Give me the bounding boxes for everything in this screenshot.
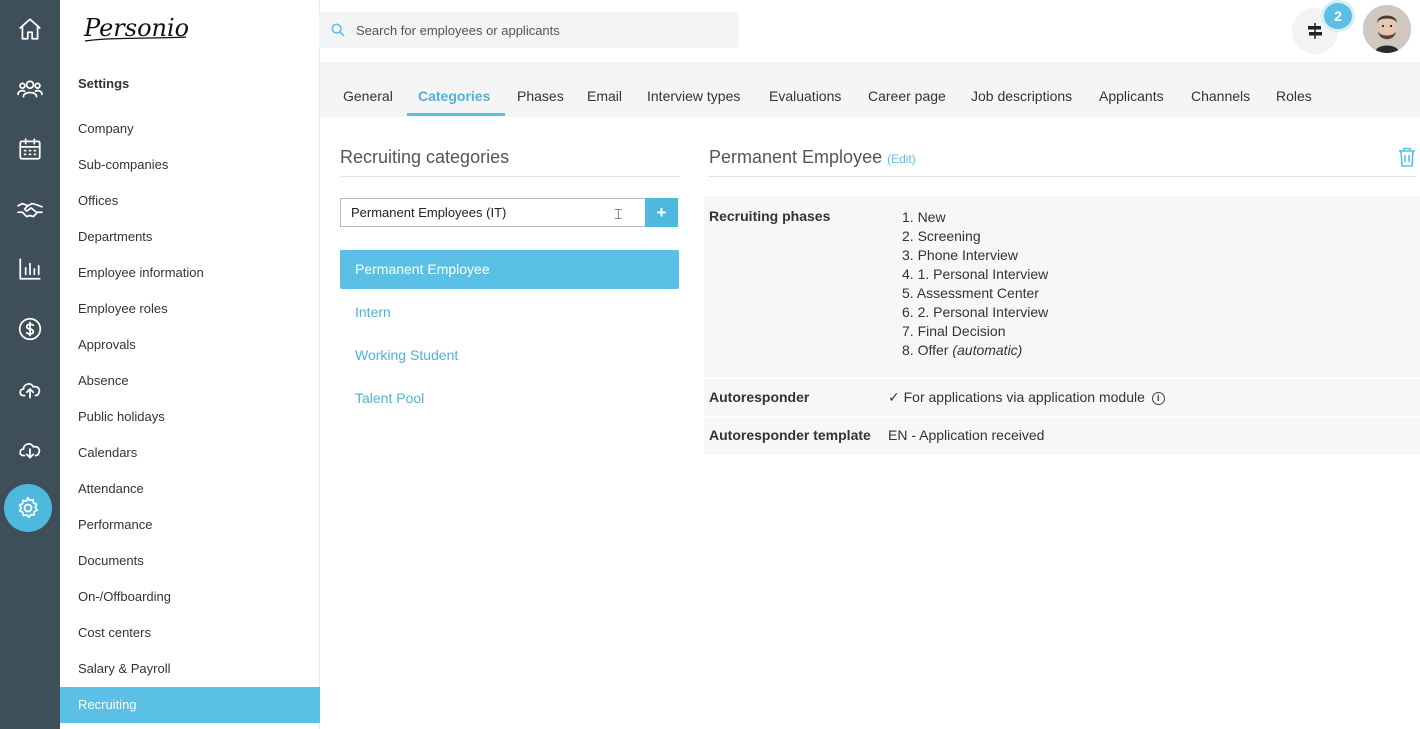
settings-nav [60, 111, 320, 723]
phase-item: 3. Phone Interview [902, 247, 1018, 263]
phase-offer-note: (automatic) [952, 342, 1023, 358]
avatar[interactable] [1363, 5, 1411, 53]
tab-email[interactable]: Email [587, 88, 623, 104]
sidebar-item-performance[interactable]: Performance [78, 517, 153, 532]
search-icon [331, 23, 345, 37]
autoresponder-template-row [704, 418, 1420, 455]
sidebar-item-cost-centers[interactable]: Cost centers [78, 625, 151, 640]
tab-phases[interactable]: Phases [517, 88, 564, 104]
sidebar-item-employee-roles[interactable]: Employee roles [78, 301, 168, 316]
detail-title-text: Permanent Employee [709, 147, 883, 167]
recruiting-phases-row [704, 196, 1420, 377]
trash-icon [1398, 147, 1416, 167]
tab-roles[interactable]: Roles [1276, 88, 1312, 104]
checkmark-icon: ✓ [888, 389, 900, 405]
tab-applicants[interactable]: Applicants [1099, 88, 1164, 104]
add-category-button[interactable]: + [645, 198, 678, 227]
sidebar-item-offices[interactable]: Offices [78, 193, 119, 208]
sidebar-item-approvals[interactable]: Approvals [78, 337, 136, 352]
phase-item: 1. New [902, 209, 946, 225]
recruiting-phases-label: Recruiting phases [709, 208, 831, 224]
delete-button[interactable] [1398, 147, 1416, 167]
divider [709, 176, 1416, 177]
icon-rail [0, 0, 60, 729]
phase-item-offer [902, 341, 1420, 360]
people-icon[interactable] [4, 63, 56, 115]
sidebar-item-departments[interactable]: Departments [78, 229, 153, 244]
settings-tabs [320, 62, 1420, 117]
home-icon[interactable] [4, 3, 56, 55]
phase-item: 2. Screening [902, 228, 981, 244]
sidebar-item-company[interactable]: Company [78, 121, 134, 136]
category-list [340, 250, 679, 422]
sidebar-item-onboarding[interactable]: On-/Offboarding [78, 589, 171, 604]
category-details [704, 196, 1420, 457]
svg-text:Personio: Personio [84, 14, 190, 42]
autoresponder-template-value: EN - Application received [888, 427, 1045, 443]
global-search[interactable] [319, 12, 739, 48]
phase-item: 5. Assessment Center [902, 285, 1039, 301]
tab-evaluations[interactable]: Evaluations [769, 88, 842, 104]
category-item-working-student[interactable]: Working Student [355, 347, 459, 363]
category-name-input[interactable] [340, 198, 645, 227]
tab-channels[interactable]: Channels [1191, 88, 1251, 104]
dollar-icon[interactable] [4, 303, 56, 355]
tab-job-descriptions[interactable]: Job descriptions [971, 88, 1073, 104]
settings-title: Settings [78, 76, 130, 91]
divider [340, 176, 679, 177]
text-cursor-icon: ⌶ [614, 207, 623, 223]
sidebar-item-recruiting[interactable]: Recruiting [60, 687, 320, 723]
sidebar-item-employee-information[interactable]: Employee information [78, 265, 204, 280]
settings-sidebar [60, 0, 320, 729]
handshake-icon[interactable] [4, 183, 56, 235]
tab-career-page[interactable]: Career page [868, 88, 946, 104]
categories-title: Recruiting categories [340, 147, 510, 167]
notification-badge: 2 [1321, 0, 1355, 32]
calendar-icon[interactable] [4, 123, 56, 175]
cloud-download-icon[interactable] [4, 423, 56, 475]
search-input[interactable] [356, 23, 716, 38]
sidebar-item-calendars[interactable]: Calendars [78, 445, 138, 460]
autoresponder-template-label: Autoresponder template [709, 427, 871, 443]
sidebar-item-absence[interactable]: Absence [78, 373, 129, 388]
autoresponder-value [888, 389, 1165, 406]
tab-general[interactable]: General [343, 88, 393, 104]
sidebar-item-sub-companies[interactable]: Sub-companies [78, 157, 169, 172]
autoresponder-label: Autoresponder [709, 389, 810, 405]
phase-offer-label: 8. Offer [902, 342, 949, 358]
sidebar-item-attendance[interactable]: Attendance [78, 481, 144, 496]
edit-link[interactable]: (Edit) [887, 152, 916, 166]
autoresponder-row [704, 379, 1420, 416]
category-item-intern[interactable]: Intern [355, 304, 391, 320]
autoresponder-text: For applications via application module [903, 389, 1145, 405]
tab-interview-types[interactable]: Interview types [647, 88, 741, 104]
phase-item: 4. 1. Personal Interview [902, 266, 1049, 282]
personio-logo[interactable] [82, 10, 192, 50]
sidebar-item-salary-payroll[interactable]: Salary & Payroll [78, 661, 171, 676]
signpost-icon [1306, 22, 1324, 40]
active-tab-indicator [407, 113, 505, 116]
phase-item: 7. Final Decision [902, 323, 1006, 339]
gear-icon[interactable] [4, 484, 52, 532]
bar-chart-icon[interactable] [4, 243, 56, 295]
phase-list [902, 208, 1420, 360]
detail-title [709, 147, 916, 168]
cloud-upload-icon[interactable] [4, 363, 56, 415]
sidebar-item-public-holidays[interactable]: Public holidays [78, 409, 165, 424]
phase-item: 6. 2. Personal Interview [902, 304, 1049, 320]
tab-categories[interactable]: Categories [418, 88, 491, 104]
category-item-permanent-employee[interactable]: Permanent Employee [340, 250, 679, 289]
sidebar-item-documents[interactable]: Documents [78, 553, 144, 568]
category-item-talent-pool[interactable]: Talent Pool [355, 390, 425, 406]
info-icon[interactable]: i [1152, 392, 1165, 405]
